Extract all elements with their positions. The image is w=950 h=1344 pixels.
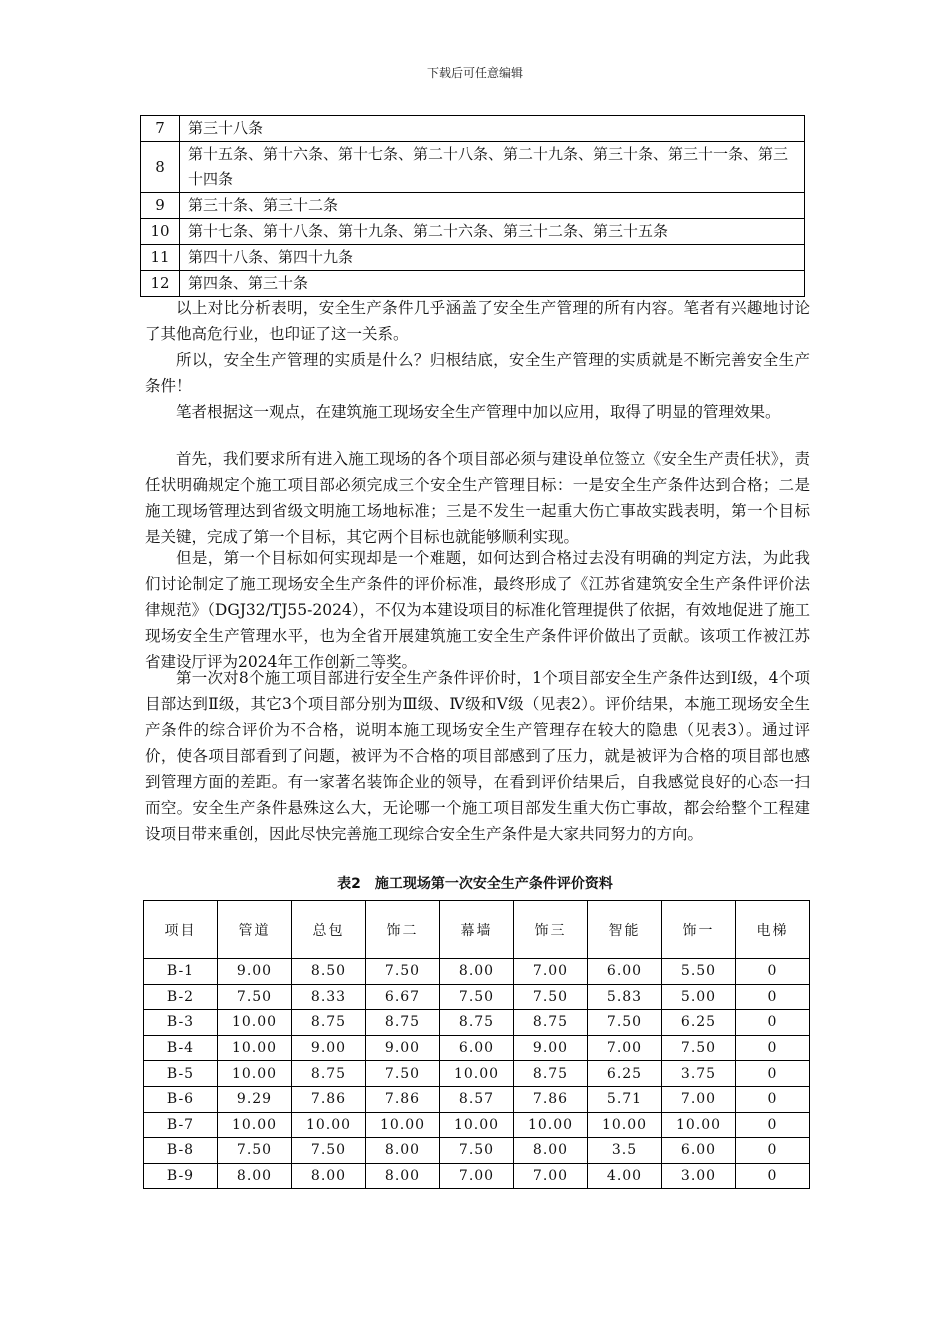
score-cell: 7.86 [514,1086,588,1112]
column-header: 饰二 [366,901,440,959]
row-number: 11 [141,245,180,271]
score-cell: 8.75 [292,1010,366,1036]
score-cell: 0 [736,984,810,1010]
column-header: 幕墙 [440,901,514,959]
score-cell: 10.00 [292,1112,366,1138]
score-cell: 8.00 [366,1163,440,1189]
score-cell: 6.00 [662,1138,736,1164]
score-cell: 10.00 [366,1112,440,1138]
row-label-cell: B-2 [144,984,218,1010]
row-label-cell: B-5 [144,1061,218,1087]
score-cell: 8.75 [440,1010,514,1036]
row-label-cell: B-1 [144,959,218,985]
table2-caption: 表2 施工现场第一次安全生产条件评价资料 [337,876,613,892]
score-cell: 0 [736,959,810,985]
score-cell: 6.25 [588,1061,662,1087]
score-cell: 9.00 [514,1035,588,1061]
row-number: 7 [141,116,180,142]
score-cell: 0 [736,1086,810,1112]
score-cell: 8.57 [440,1086,514,1112]
evaluation-table [143,900,810,1189]
table-row [141,271,805,297]
score-cell: 7.50 [218,1138,292,1164]
column-header: 管道 [218,901,292,959]
score-cell: 8.00 [366,1138,440,1164]
article-list: 第三十八条 [180,116,805,142]
score-cell: 6.00 [440,1035,514,1061]
score-cell: 7.50 [292,1138,366,1164]
score-cell: 8.00 [292,1163,366,1189]
score-cell: 6.25 [662,1010,736,1036]
column-header: 饰一 [662,901,736,959]
column-header: 饰三 [514,901,588,959]
row-label-cell: B-6 [144,1086,218,1112]
row-label-cell: B-9 [144,1163,218,1189]
column-header: 项目 [144,901,218,959]
score-cell: 0 [736,1035,810,1061]
score-cell: 8.00 [218,1163,292,1189]
score-cell: 4.00 [588,1163,662,1189]
score-cell: 10.00 [218,1010,292,1036]
score-cell: 8.50 [292,959,366,985]
score-cell: 7.50 [366,959,440,985]
score-cell: 3.75 [662,1061,736,1087]
score-cell: 7.86 [292,1086,366,1112]
row-number: 8 [141,142,180,193]
score-cell: 7.50 [218,984,292,1010]
body-paragraph-6: 第一次对8个施工项目部进行安全生产条件评价时，1个项目部安全生产条件达到Ⅰ级，4个项目部达到Ⅱ级，其它3个项目部分别为Ⅲ级、Ⅳ级和Ⅴ级（见表2）。评价结果，本施工现场安全生产条件的综合评价为不合格，说明本施工现场安全生产管理存在较大的隐患（见表3）。通过评价，使各项目部看到了问题，被评为不合格的项目部感到了压力，就是被评为合格的项目部也感到管理方面的差距。有一家著名装饰企业的领导，在看到评价结果后，自我感觉良好的心态一扫而空。安全生产条件悬殊这么大，无论哪一个施工项目部发生重大伤亡事故，都会给整个工程建设项目带来重创，因此尽快完善施工现综合安全生产条件是大家共同努力的方向。 [145,669,810,843]
score-cell: 8.33 [292,984,366,1010]
table-row [141,116,805,142]
table-row [144,1010,810,1036]
body-paragraph-5: 但是，第一个目标如何实现却是一个难题，如何达到合格过去没有明确的判定方法，为此我们讨论制定了施工现场安全生产条件的评价标准，最终形成了《江苏省建筑安全生产条件评价法律规范》（DGJ32/TJ55-2024），不仅为本建设项目的标准化管理提供了依据，有效地促进了施工现场安全生产管理水平，也为全省开展建筑施工安全生产条件评价做出了贡献。该项工作被江苏省建设厅评为2024年工作创新二等奖。 [145,549,810,671]
article-list: 第十五条、第十六条、第十七条、第二十八条、第二十九条、第三十条、第三十一条、第三十四条 [180,142,805,193]
score-cell: 7.50 [440,1138,514,1164]
table-row [141,245,805,271]
score-cell: 0 [736,1163,810,1189]
article-list: 第三十条、第三十二条 [180,193,805,219]
body-paragraph-4: 首先，我们要求所有进入施工现场的各个项目部必须与建设单位签立《安全生产责任状》，责任状明确规定个施工项目部必须完成三个安全生产管理目标：一是安全生产条件达到合格；二是施工现场管理达到省级文明施工场地标准；三是不发生一起重大伤亡事故实践表明，第一个目标是关键，完成了第一个目标，其它两个目标也就能够顺利实现。 [145,450,810,546]
row-label-cell: B-7 [144,1112,218,1138]
score-cell: 5.00 [662,984,736,1010]
score-cell: 7.50 [662,1035,736,1061]
row-number: 9 [141,193,180,219]
table-header-row [144,901,810,959]
body-paragraph-2: 所以，安全生产管理的实质是什么？归根结底，安全生产管理的实质就是不断完善安全生产条件！ [145,351,810,395]
score-cell: 10.00 [440,1112,514,1138]
score-cell: 7.50 [440,984,514,1010]
table-row [144,959,810,985]
score-cell: 5.71 [588,1086,662,1112]
table-row [141,142,805,193]
score-cell: 10.00 [218,1112,292,1138]
score-cell: 8.75 [514,1010,588,1036]
score-cell: 7.00 [662,1086,736,1112]
score-cell: 7.50 [366,1061,440,1087]
article-list: 第四条、第三十条 [180,271,805,297]
column-header: 电梯 [736,901,810,959]
table-row [144,1061,810,1087]
score-cell: 8.00 [440,959,514,985]
score-cell: 8.75 [514,1061,588,1087]
score-cell: 7.00 [588,1035,662,1061]
row-label-cell: B-8 [144,1138,218,1164]
score-cell: 7.50 [514,984,588,1010]
score-cell: 10.00 [662,1112,736,1138]
score-cell: 5.50 [662,959,736,985]
table-row [144,1163,810,1189]
score-cell: 7.00 [514,959,588,985]
body-paragraph-1: 以上对比分析表明，安全生产条件几乎涵盖了安全生产管理的所有内容。笔者有兴趣地讨论了其他高危行业，也印证了这一关系。 [145,299,810,343]
page-header-note: 下载后可任意编辑 [426,66,523,80]
table-row [144,984,810,1010]
score-cell: 0 [736,1061,810,1087]
table-row [144,1138,810,1164]
score-cell: 10.00 [218,1061,292,1087]
table-row [141,193,805,219]
table-row [144,1035,810,1061]
score-cell: 9.29 [218,1086,292,1112]
score-cell: 10.00 [218,1035,292,1061]
score-cell: 10.00 [514,1112,588,1138]
score-cell: 7.00 [440,1163,514,1189]
score-cell: 3.00 [662,1163,736,1189]
score-cell: 10.00 [440,1061,514,1087]
row-label-cell: B-3 [144,1010,218,1036]
score-cell: 8.75 [366,1010,440,1036]
row-number: 12 [141,271,180,297]
score-cell: 7.86 [366,1086,440,1112]
score-cell: 6.67 [366,984,440,1010]
score-cell: 6.00 [588,959,662,985]
score-cell: 8.00 [514,1138,588,1164]
article-list: 第四十八条、第四十九条 [180,245,805,271]
score-cell: 9.00 [292,1035,366,1061]
article-reference-table [140,115,805,297]
column-header: 智能 [588,901,662,959]
score-cell: 0 [736,1138,810,1164]
row-number: 10 [141,219,180,245]
article-list: 第十七条、第十八条、第十九条、第二十六条、第三十二条、第三十五条 [180,219,805,245]
score-cell: 0 [736,1112,810,1138]
table-row [144,1086,810,1112]
score-cell: 0 [736,1010,810,1036]
score-cell: 7.50 [588,1010,662,1036]
score-cell: 7.00 [514,1163,588,1189]
score-cell: 9.00 [218,959,292,985]
row-label-cell: B-4 [144,1035,218,1061]
column-header: 总包 [292,901,366,959]
score-cell: 9.00 [366,1035,440,1061]
score-cell: 5.83 [588,984,662,1010]
score-cell: 8.75 [292,1061,366,1087]
score-cell: 3.5 [588,1138,662,1164]
table-row [141,219,805,245]
table-row [144,1112,810,1138]
body-paragraph-3: 笔者根据这一观点，在建筑施工现场安全生产管理中加以应用，取得了明显的管理效果。 [176,403,781,421]
score-cell: 10.00 [588,1112,662,1138]
